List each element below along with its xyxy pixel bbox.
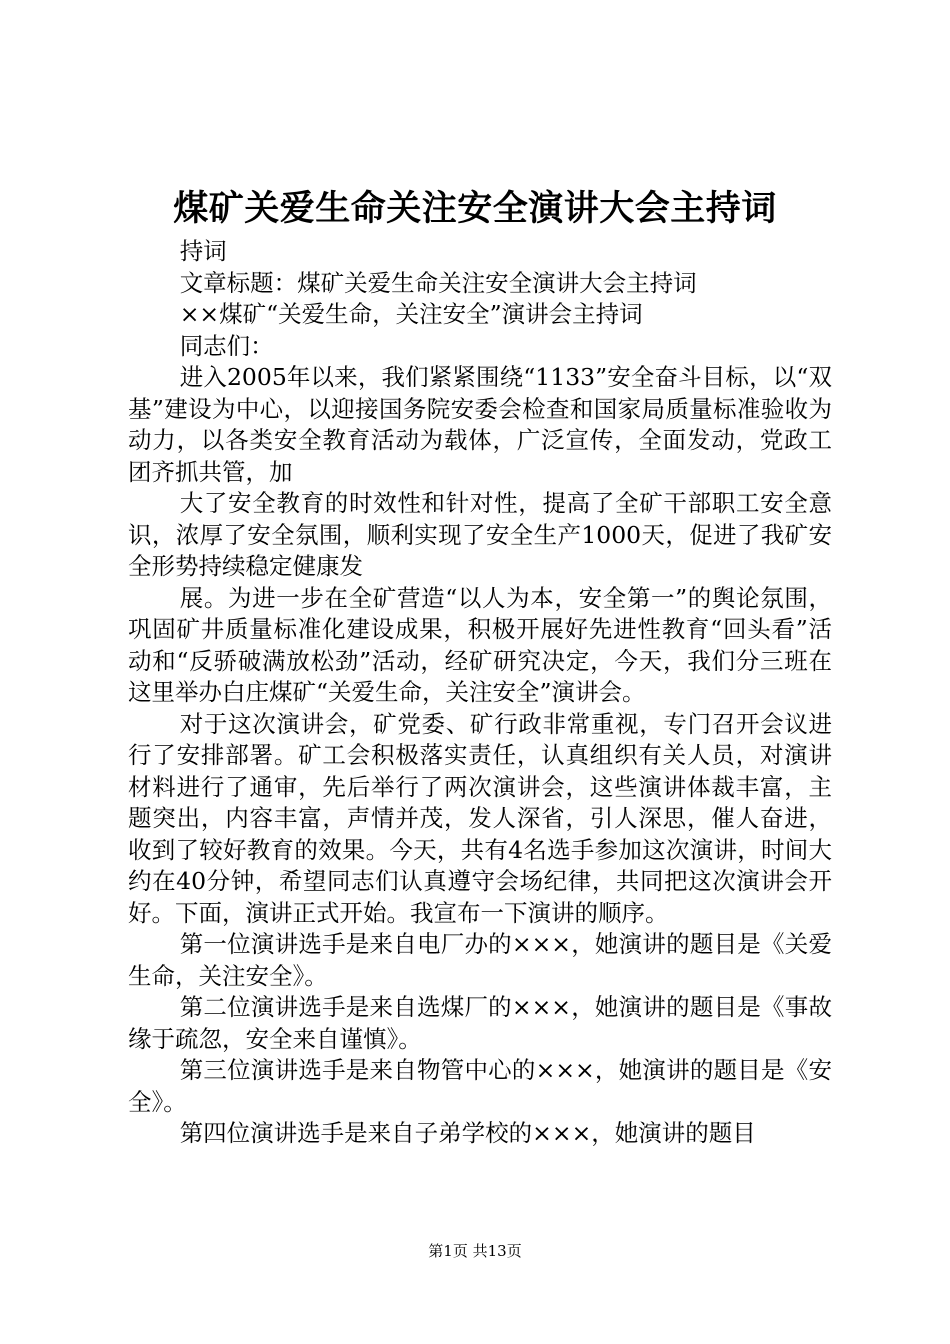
paragraph: 对于这次演讲会，矿党委、矿行政非常重视，专门召开会议进行了安排部署。矿工会积极落实责任，认真组织有关人员，对演讲材料进行了通审，先后举行了两次演讲会，这些演讲体裁丰富，主题突出，内容丰富，声情并茂，发人深省，引人深思，催人奋进，收到了较好教育的效果。今天，共有4名选手参加这次演讲，时间大约在40分钟，希望同志们认真遵守会场纪律，共同把这次演讲会开好。下面，演讲正式开始。我宣布一下演讲的顺序。 [128, 709, 832, 927]
paragraph: 展。为进一步在全矿营造“以人为本，安全第一”的舆论氛围，巩固矿井质量标准化建设成果，积极开展好先进性教育“回头看”活动和“反骄破满放松劲”活动，经矿研究决定，今天，我们分三班在这里举办白庄煤矿“关爱生命，关注安全”演讲会。 [128, 583, 832, 706]
page-footer: 第1页 共13页 [428, 1242, 522, 1260]
paragraph: 第四位演讲选手是来自子弟学校的×××，她演讲的题目 [179, 1119, 756, 1147]
paragraph: 同志们： [179, 331, 274, 360]
paragraph: 文章标题：煤矿关爱生命关注安全演讲大会主持词 [179, 268, 697, 297]
paragraph: 第一位演讲选手是来自电厂办的×××，她演讲的题目是《关爱生命，关注安全》。 [128, 930, 832, 990]
document-body [128, 236, 832, 1150]
paragraph: 进入2005年以来，我们紧紧围绕“1133”安全奋斗目标，以“双基”建设为中心，以迎接国务院安委会检查和国家局质量标准验收为动力，以各类安全教育活动为载体，广泛宣传，全面发动，党政工团齐抓共管，加 [128, 363, 832, 486]
paragraph: 第二位演讲选手是来自选煤厂的×××，她演讲的题目是《事故缘于疏忽，安全来自谨慎》。 [128, 993, 832, 1053]
paragraph: 大了安全教育的时效性和针对性，提高了全矿干部职工安全意识，浓厚了安全氛围，顺利实现了安全生产1000天，促进了我矿安全形势持续稳定健康发 [128, 489, 832, 580]
document-title: 煤矿关爱生命关注安全演讲大会主持词 [173, 188, 777, 229]
paragraph: 持词 [179, 237, 227, 265]
paragraph: ××煤矿“关爱生命，关注安全”演讲会主持词 [179, 300, 643, 328]
paragraph: 第三位演讲选手是来自物管中心的×××，她演讲的题目是《安全》。 [128, 1056, 832, 1116]
